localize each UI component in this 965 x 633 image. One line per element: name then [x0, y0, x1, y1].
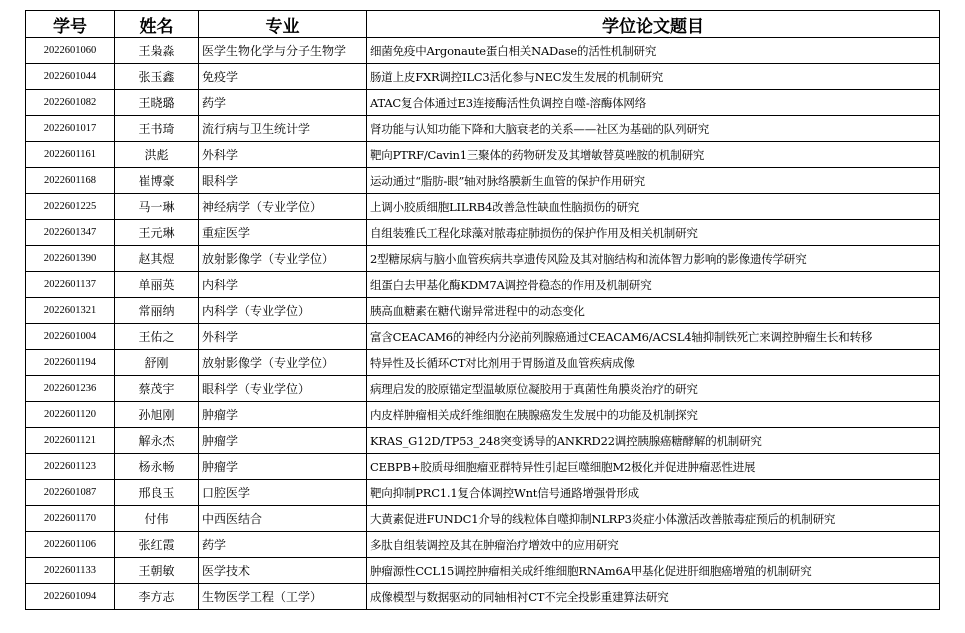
thesis-title-cell: 胰高血糖素在糖代谢异常进程中的动态变化 — [367, 298, 940, 324]
major-cell: 内科学（专业学位） — [199, 298, 367, 324]
table-body — [26, 38, 940, 610]
major-cell: 外科学 — [199, 142, 367, 168]
table-row — [26, 324, 940, 350]
student-id-cell: 2022601123 — [26, 454, 115, 480]
name-cell: 王元琳 — [115, 220, 199, 246]
name-cell: 舒刚 — [115, 350, 199, 376]
thesis-title-cell: 内皮样肿瘤相关成纤维细胞在胰腺癌发生发展中的功能及机制探究 — [367, 402, 940, 428]
major-cell: 内科学 — [199, 272, 367, 298]
student-id-cell: 2022601168 — [26, 168, 115, 194]
major-cell: 免疫学 — [199, 64, 367, 90]
student-id-cell: 2022601390 — [26, 246, 115, 272]
thesis-title-cell: 自组装雅氏工程化球藻对脓毒症肺损伤的保护作用及相关机制研究 — [367, 220, 940, 246]
table-row — [26, 584, 940, 610]
table-row — [26, 64, 940, 90]
table-row — [26, 38, 940, 64]
thesis-title-cell: 多肽自组装调控及其在肿瘤治疗增效中的应用研究 — [367, 532, 940, 558]
student-id-cell: 2022601060 — [26, 38, 115, 64]
student-id-cell: 2022601017 — [26, 116, 115, 142]
header-thesis-title: 学位论文题目 — [367, 11, 940, 38]
table-row — [26, 506, 940, 532]
table-row — [26, 90, 940, 116]
name-cell: 王书琦 — [115, 116, 199, 142]
name-cell: 付伟 — [115, 506, 199, 532]
major-cell: 肿瘤学 — [199, 454, 367, 480]
header-student-id: 学号 — [26, 11, 115, 38]
student-id-cell: 2022601133 — [26, 558, 115, 584]
name-cell: 王枭淼 — [115, 38, 199, 64]
table-row — [26, 272, 940, 298]
table-row — [26, 168, 940, 194]
thesis-title-cell: CEBPB+胶质母细胞瘤亚群特异性引起巨噬细胞M2极化并促进肿瘤恶性进展 — [367, 454, 940, 480]
major-cell: 放射影像学（专业学位） — [199, 246, 367, 272]
name-cell: 赵其煜 — [115, 246, 199, 272]
student-id-cell: 2022601225 — [26, 194, 115, 220]
table-row — [26, 428, 940, 454]
thesis-title-cell: 肠道上皮FXR调控ILC3活化参与NEC发生发展的机制研究 — [367, 64, 940, 90]
major-cell: 肿瘤学 — [199, 428, 367, 454]
thesis-title-cell: 靶向抑制PRC1.1复合体调控Wnt信号通路增强骨形成 — [367, 480, 940, 506]
table-row — [26, 194, 940, 220]
name-cell: 张玉鑫 — [115, 64, 199, 90]
student-id-cell: 2022601094 — [26, 584, 115, 610]
thesis-title-cell: KRAS_G12D/TP53_248突变诱导的ANKRD22调控胰腺癌糖酵解的机制研究 — [367, 428, 940, 454]
student-id-cell: 2022601044 — [26, 64, 115, 90]
name-cell: 王朝敏 — [115, 558, 199, 584]
thesis-title-cell: 富含CEACAM6的神经内分泌前列腺癌通过CEACAM6/ACSL4轴抑制铁死亡来调控肿瘤生长和转移 — [367, 324, 940, 350]
major-cell: 神经病学（专业学位） — [199, 194, 367, 220]
thesis-title-cell: 组蛋白去甲基化酶KDM7A调控骨稳态的作用及机制研究 — [367, 272, 940, 298]
table-row — [26, 454, 940, 480]
thesis-title-cell: 上调小胶质细胞LILRB4改善急性缺血性脑损伤的研究 — [367, 194, 940, 220]
name-cell: 马一琳 — [115, 194, 199, 220]
name-cell: 孙旭刚 — [115, 402, 199, 428]
major-cell: 重症医学 — [199, 220, 367, 246]
name-cell: 解永杰 — [115, 428, 199, 454]
major-cell: 眼科学（专业学位） — [199, 376, 367, 402]
student-id-cell: 2022601236 — [26, 376, 115, 402]
student-id-cell: 2022601082 — [26, 90, 115, 116]
name-cell: 张红霞 — [115, 532, 199, 558]
table-header-row — [26, 11, 940, 38]
major-cell: 眼科学 — [199, 168, 367, 194]
major-cell: 生物医学工程（工学） — [199, 584, 367, 610]
student-id-cell: 2022601106 — [26, 532, 115, 558]
student-id-cell: 2022601120 — [26, 402, 115, 428]
thesis-title-cell: 肾功能与认知功能下降和大脑衰老的关系——社区为基础的队列研究 — [367, 116, 940, 142]
name-cell: 王佑之 — [115, 324, 199, 350]
header-name: 姓名 — [115, 11, 199, 38]
name-cell: 王晓璐 — [115, 90, 199, 116]
major-cell: 放射影像学（专业学位） — [199, 350, 367, 376]
name-cell: 崔博豪 — [115, 168, 199, 194]
student-id-cell: 2022601194 — [26, 350, 115, 376]
thesis-title-cell: 病理启发的胶原锚定型温敏原位凝胶用于真菌性角膜炎治疗的研究 — [367, 376, 940, 402]
student-id-cell: 2022601137 — [26, 272, 115, 298]
thesis-table-sheet — [25, 10, 939, 610]
major-cell: 口腔医学 — [199, 480, 367, 506]
major-cell: 中西医结合 — [199, 506, 367, 532]
major-cell: 药学 — [199, 532, 367, 558]
table-row — [26, 220, 940, 246]
thesis-title-cell: 靶向PTRF/Cavin1三聚体的药物研发及其增敏替莫唑胺的机制研究 — [367, 142, 940, 168]
student-id-cell: 2022601170 — [26, 506, 115, 532]
table-row — [26, 376, 940, 402]
major-cell: 药学 — [199, 90, 367, 116]
name-cell: 李方志 — [115, 584, 199, 610]
student-id-cell: 2022601161 — [26, 142, 115, 168]
thesis-title-cell: 大黄素促进FUNDC1介导的线粒体自噬抑制NLRP3炎症小体激活改善脓毒症预后的机制研究 — [367, 506, 940, 532]
name-cell: 蔡茂宇 — [115, 376, 199, 402]
major-cell: 流行病与卫生统计学 — [199, 116, 367, 142]
major-cell: 肿瘤学 — [199, 402, 367, 428]
name-cell: 洪彪 — [115, 142, 199, 168]
student-id-cell: 2022601121 — [26, 428, 115, 454]
student-id-cell: 2022601087 — [26, 480, 115, 506]
major-cell: 外科学 — [199, 324, 367, 350]
name-cell: 杨永畅 — [115, 454, 199, 480]
table-row — [26, 246, 940, 272]
major-cell: 医学技术 — [199, 558, 367, 584]
thesis-table — [25, 10, 940, 610]
table-row — [26, 480, 940, 506]
name-cell: 单丽英 — [115, 272, 199, 298]
major-cell: 医学生物化学与分子生物学 — [199, 38, 367, 64]
table-row — [26, 532, 940, 558]
table-row — [26, 116, 940, 142]
table-row — [26, 142, 940, 168]
thesis-title-cell: 运动通过“脂肪-眼”轴对脉络膜新生血管的保护作用研究 — [367, 168, 940, 194]
table-row — [26, 298, 940, 324]
table-row — [26, 558, 940, 584]
table-row — [26, 350, 940, 376]
table-row — [26, 402, 940, 428]
thesis-title-cell: 2型糖尿病与脑小血管疾病共享遗传风险及其对脑结构和流体智力影响的影像遗传学研究 — [367, 246, 940, 272]
name-cell: 邢良玉 — [115, 480, 199, 506]
name-cell: 常丽纳 — [115, 298, 199, 324]
thesis-title-cell: ATAC复合体通过E3连接酶活性负调控自噬-溶酶体网络 — [367, 90, 940, 116]
header-major: 专业 — [199, 11, 367, 38]
thesis-title-cell: 肿瘤源性CCL15调控肿瘤相关成纤维细胞RNAm6A甲基化促进肝细胞癌增殖的机制研究 — [367, 558, 940, 584]
student-id-cell: 2022601004 — [26, 324, 115, 350]
thesis-title-cell: 成像模型与数据驱动的同轴相衬CT不完全投影重建算法研究 — [367, 584, 940, 610]
student-id-cell: 2022601321 — [26, 298, 115, 324]
thesis-title-cell: 细菌免疫中Argonaute蛋白相关NADase的活性机制研究 — [367, 38, 940, 64]
thesis-title-cell: 特异性及长循环CT对比剂用于胃肠道及血管疾病成像 — [367, 350, 940, 376]
student-id-cell: 2022601347 — [26, 220, 115, 246]
